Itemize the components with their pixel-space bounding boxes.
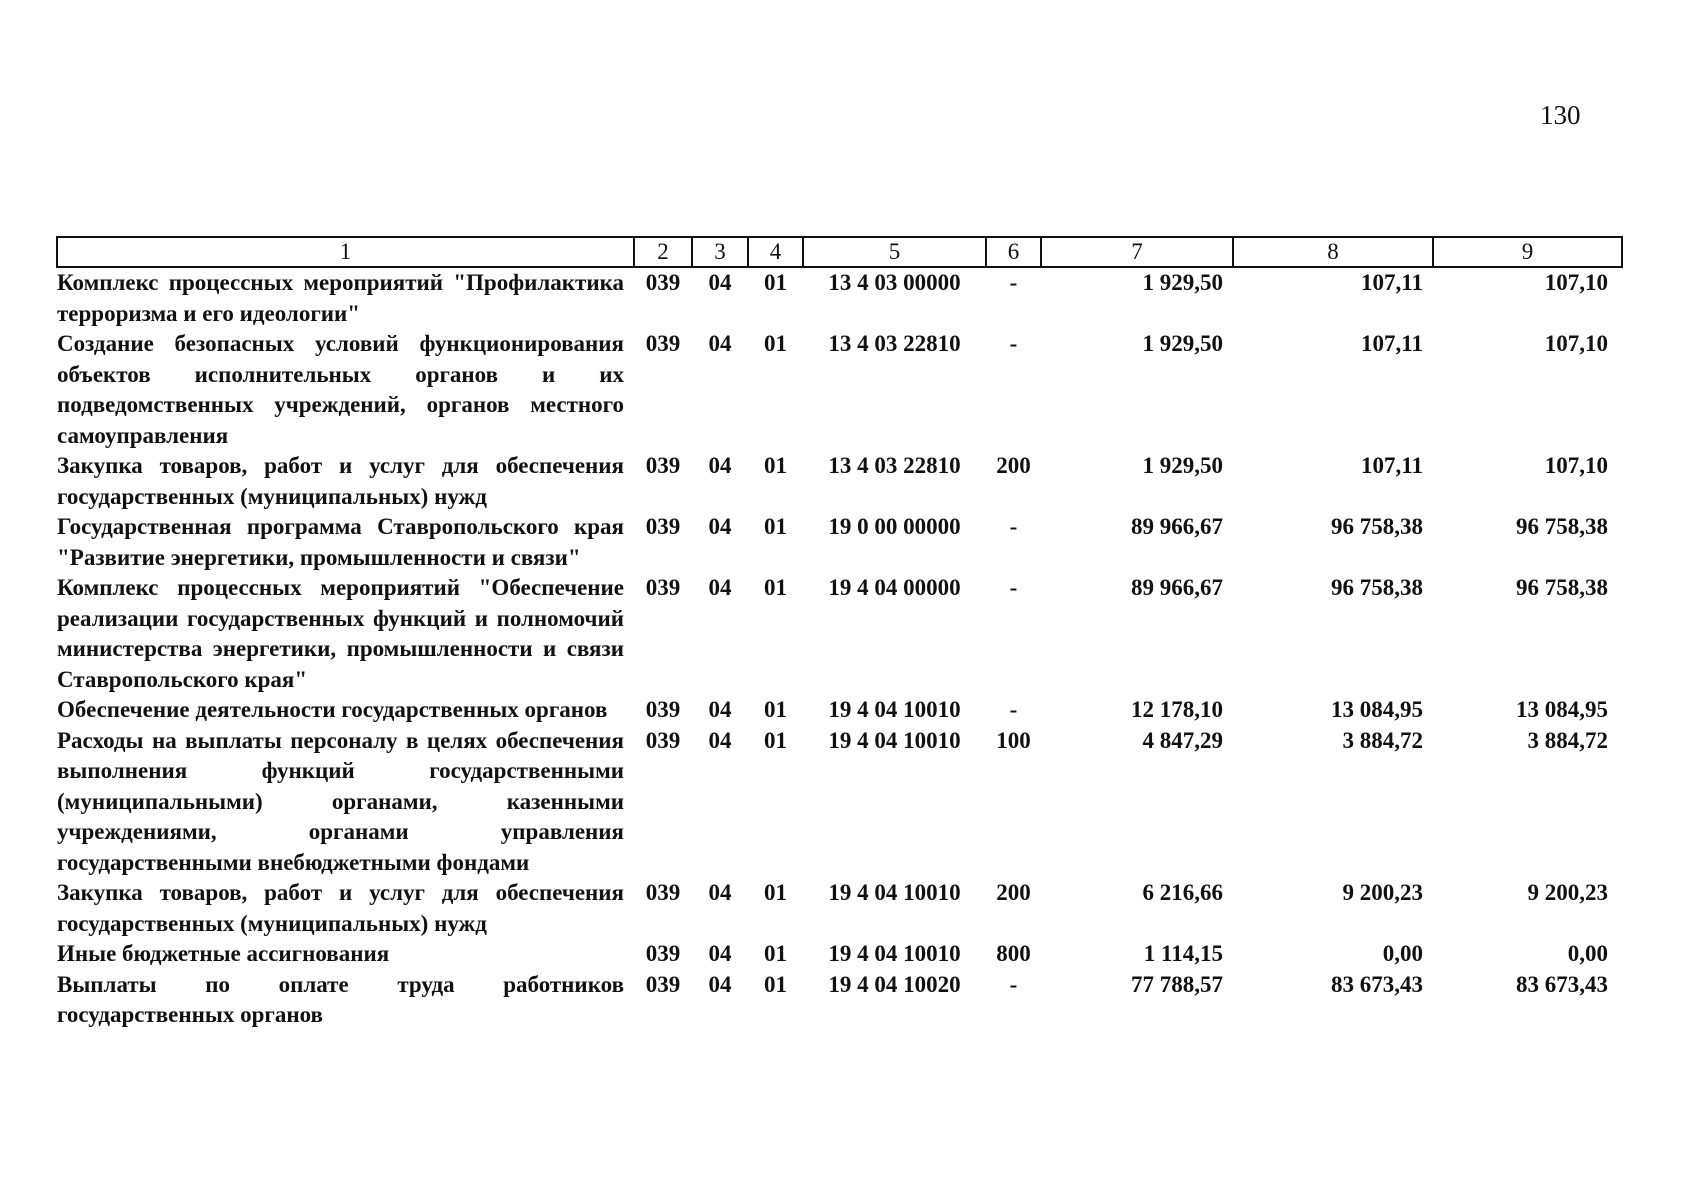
table-row [57, 939, 1622, 970]
target-article-code: 19 4 04 10020 [828, 971, 961, 997]
table-header [57, 237, 1622, 267]
amount-col-9: 9 200,23 [1527, 880, 1608, 905]
expense-type-code: - [1009, 514, 1018, 539]
target-article-code: 13 4 03 00000 [828, 270, 961, 295]
table-row [57, 970, 1622, 1031]
amount-col-9: 13 084,95 [1516, 697, 1608, 722]
amount-col-8: 107,11 [1361, 331, 1423, 356]
section-code: 04 [708, 575, 732, 600]
column-header-2: 2 [634, 237, 692, 267]
amount-col-9: 107,10 [1544, 270, 1608, 295]
amount-col-9: 83 673,43 [1516, 971, 1608, 997]
ministry-code: 039 [645, 727, 681, 753]
amount-col-8: 107,11 [1361, 270, 1423, 295]
section-code: 04 [708, 270, 732, 295]
table-row [57, 726, 1622, 879]
table-row [57, 451, 1622, 512]
amount-col-7: 1 929,50 [1142, 331, 1223, 356]
section-code: 04 [708, 727, 732, 753]
subsection-code: 01 [764, 727, 787, 753]
expense-type-code: - [1009, 971, 1018, 997]
row-description: Иные бюджетные ассигнования [57, 941, 390, 966]
section-code: 04 [708, 331, 732, 356]
column-header-1: 1 [57, 237, 634, 267]
expense-type-code: 200 [996, 880, 1031, 905]
target-article-code: 19 4 04 10010 [828, 880, 961, 905]
section-code: 04 [708, 941, 732, 966]
expense-type-code: - [1009, 575, 1018, 600]
amount-col-7: 1 114,15 [1143, 941, 1223, 966]
amount-col-9: 107,10 [1544, 331, 1608, 356]
subsection-code: 01 [764, 514, 787, 539]
row-description: Выплаты по оплате труда работников государственных органов [57, 971, 624, 1027]
budget-table [56, 236, 1623, 1031]
table-row [57, 573, 1622, 695]
subsection-code: 01 [764, 971, 787, 997]
amount-col-9: 96 758,38 [1516, 575, 1608, 600]
subsection-code: 01 [764, 331, 787, 356]
amount-col-7: 1 929,50 [1142, 453, 1223, 478]
target-article-code: 19 4 04 10010 [828, 727, 961, 753]
table-row [57, 329, 1622, 451]
ministry-code: 039 [645, 971, 681, 997]
row-description: Государственная программа Ставропольского края "Развитие энергетики, промышленности и связи" [57, 514, 624, 570]
row-description: Обеспечение деятельности государственных органов [57, 697, 608, 722]
column-header-5: 5 [803, 237, 986, 267]
amount-col-7: 77 788,57 [1131, 971, 1223, 997]
amount-col-7: 1 929,50 [1142, 270, 1223, 295]
target-article-code: 13 4 03 22810 [828, 453, 961, 478]
expense-type-code: 100 [996, 727, 1031, 753]
amount-col-7: 89 966,67 [1131, 514, 1223, 539]
ministry-code: 039 [645, 880, 681, 905]
subsection-code: 01 [764, 697, 787, 722]
target-article-code: 19 0 00 00000 [828, 514, 961, 539]
table-row [57, 695, 1622, 726]
row-description: Комплекс процессных мероприятий "Обеспечение реализации государственных функций и полномочий министерства энергетики, промышленности и связи Ставропольского края" [57, 575, 624, 692]
ministry-code: 039 [645, 331, 681, 356]
column-header-7: 7 [1041, 237, 1233, 267]
target-article-code: 13 4 03 22810 [828, 331, 961, 356]
row-description: Закупка товаров, работ и услуг для обеспечения государственных (муниципальных) нужд [57, 453, 624, 509]
amount-col-8: 3 884,72 [1342, 727, 1423, 753]
section-code: 04 [708, 971, 732, 997]
table-row [57, 267, 1622, 329]
row-description: Создание безопасных условий функционирования объектов исполнительных органов и их подведомственных учреждений, органов местного самоуправления [57, 331, 624, 448]
subsection-code: 01 [764, 453, 787, 478]
subsection-code: 01 [764, 270, 787, 295]
amount-col-8: 96 758,38 [1331, 575, 1423, 600]
amount-col-9: 107,10 [1544, 453, 1608, 478]
amount-col-7: 89 966,67 [1131, 575, 1223, 600]
amount-col-8: 83 673,43 [1331, 971, 1423, 997]
row-description: Расходы на выплаты персоналу в целях обеспечения выполнения функций государственными (муниципальными) органами, казенными учреждениями, органами управления государственными внебюджетными фондами [57, 727, 624, 875]
page-number: 130 [1540, 100, 1581, 130]
table-body [57, 267, 1622, 1031]
amount-col-7: 12 178,10 [1131, 697, 1223, 722]
column-header-3: 3 [692, 237, 748, 267]
column-header-8: 8 [1233, 237, 1433, 267]
expense-type-code: 800 [996, 941, 1031, 966]
amount-col-8: 96 758,38 [1331, 514, 1423, 539]
expense-type-code: - [1009, 270, 1018, 295]
amount-col-9: 3 884,72 [1527, 727, 1608, 753]
table-row [57, 878, 1622, 939]
target-article-code: 19 4 04 00000 [828, 575, 961, 600]
column-header-9: 9 [1433, 237, 1622, 267]
target-article-code: 19 4 04 10010 [828, 697, 961, 722]
target-article-code: 19 4 04 10010 [828, 941, 961, 966]
amount-col-9: 0,00 [1567, 941, 1608, 966]
expense-type-code: - [1009, 697, 1018, 722]
ministry-code: 039 [645, 453, 681, 478]
amount-col-8: 0,00 [1382, 941, 1423, 966]
row-description: Комплекс процессных мероприятий "Профилактика терроризма и его идеологии" [57, 270, 624, 326]
section-code: 04 [708, 697, 732, 722]
expense-type-code: - [1009, 331, 1018, 356]
amount-col-8: 13 084,95 [1331, 697, 1423, 722]
section-code: 04 [708, 880, 732, 905]
amount-col-8: 9 200,23 [1342, 880, 1423, 905]
column-header-4: 4 [748, 237, 803, 267]
section-code: 04 [708, 514, 732, 539]
table-row [57, 512, 1622, 573]
subsection-code: 01 [764, 880, 787, 905]
amount-col-8: 107,11 [1361, 453, 1423, 478]
expense-type-code: 200 [996, 453, 1031, 478]
subsection-code: 01 [764, 941, 787, 966]
ministry-code: 039 [645, 514, 681, 539]
column-header-6: 6 [986, 237, 1041, 267]
row-description: Закупка товаров, работ и услуг для обеспечения государственных (муниципальных) нужд [57, 880, 624, 936]
amount-col-7: 4 847,29 [1142, 727, 1223, 753]
subsection-code: 01 [764, 575, 787, 600]
amount-col-7: 6 216,66 [1142, 880, 1223, 905]
section-code: 04 [708, 453, 732, 478]
header-row [57, 237, 1622, 267]
ministry-code: 039 [645, 941, 681, 966]
ministry-code: 039 [645, 270, 681, 295]
amount-col-9: 96 758,38 [1516, 514, 1608, 539]
ministry-code: 039 [645, 697, 681, 722]
ministry-code: 039 [645, 575, 681, 600]
